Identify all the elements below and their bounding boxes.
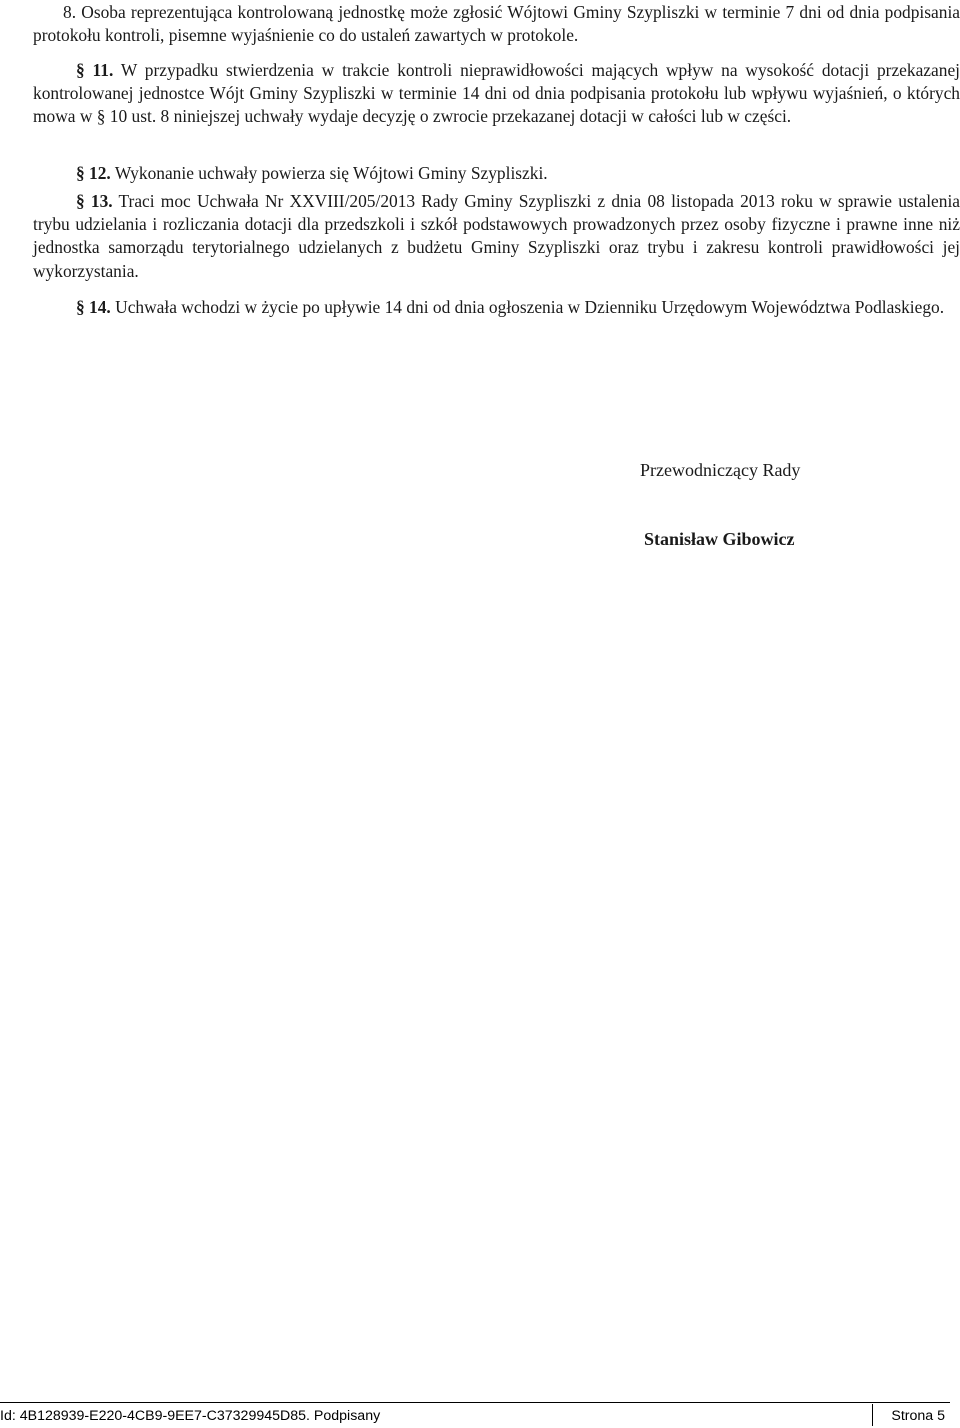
section-12-text: Wykonanie uchwały powierza się Wójtowi Gminy Szypliszki.: [110, 163, 548, 183]
paragraph-section-12: [33, 162, 960, 185]
signature-title: Przewodniczący Rady: [640, 460, 801, 480]
page-number: Strona 5: [891, 1408, 945, 1424]
section-14-text: Uchwała wchodzi w życie po upływie 14 dni od dnia ogłoszenia w Dzienniku Urzędowym Województwa Podlaskiego.: [110, 297, 945, 317]
paragraph-8-text: 8. Osoba reprezentująca kontrolowaną jednostkę może zgłosić Wójtowi Gminy Szypliszki w terminie 7 dni od dnia podpisania protokołu kontroli, pisemne wyjaśnienie co do ustaleń zawartych w protokole.: [33, 2, 960, 46]
signature-name: Stanisław Gibowicz: [644, 529, 795, 549]
document-id: Id: 4B128939-E220-4CB9-9EE7-C37329945D85. Podpisany: [0, 1408, 381, 1424]
section-13-text: Traci moc Uchwała Nr XXVIII/205/2013 Rady Gminy Szypliszki z dnia 08 listopada 2013 roku w sprawie ustalenia trybu udzielania i rozliczania dotacji dla przedszkoli i szkół podstawowych prowadzonych przez osoby fizyczne i prawne inne niż jednostka samorządu terytorialnego udzielanych z budżetu Gminy Szypliszki oraz trybu i zakresu kontroli prawidłowości jej wykorzystania.: [33, 191, 960, 281]
paragraph-8: [33, 1, 960, 47]
paragraph-section-13: [33, 190, 960, 283]
footer-divider: [0, 1402, 950, 1403]
section-12-number: § 12.: [76, 163, 111, 183]
page-footer: [0, 1404, 950, 1424]
paragraph-section-11: [33, 59, 960, 129]
section-14-number: § 14.: [76, 297, 111, 317]
footer-separator: [872, 1404, 873, 1426]
section-13-number: § 13.: [76, 191, 113, 211]
paragraph-section-14: [33, 296, 960, 319]
section-11-number: § 11.: [76, 60, 114, 80]
section-11-text: W przypadku stwierdzenia w trakcie kontroli nieprawidłowości mających wpływ na wysokość dotacji przekazanej kontrolowanej jednostce Wójt Gminy Szypliszki w terminie 14 dni od dnia podpisania protokołu lub wpływu wyjaśnień, o których mowa w § 10 ust. 8 niniejszej uchwały wydaje decyzję o zwrocie przekazanej dotacji w całości lub w części.: [33, 60, 960, 127]
